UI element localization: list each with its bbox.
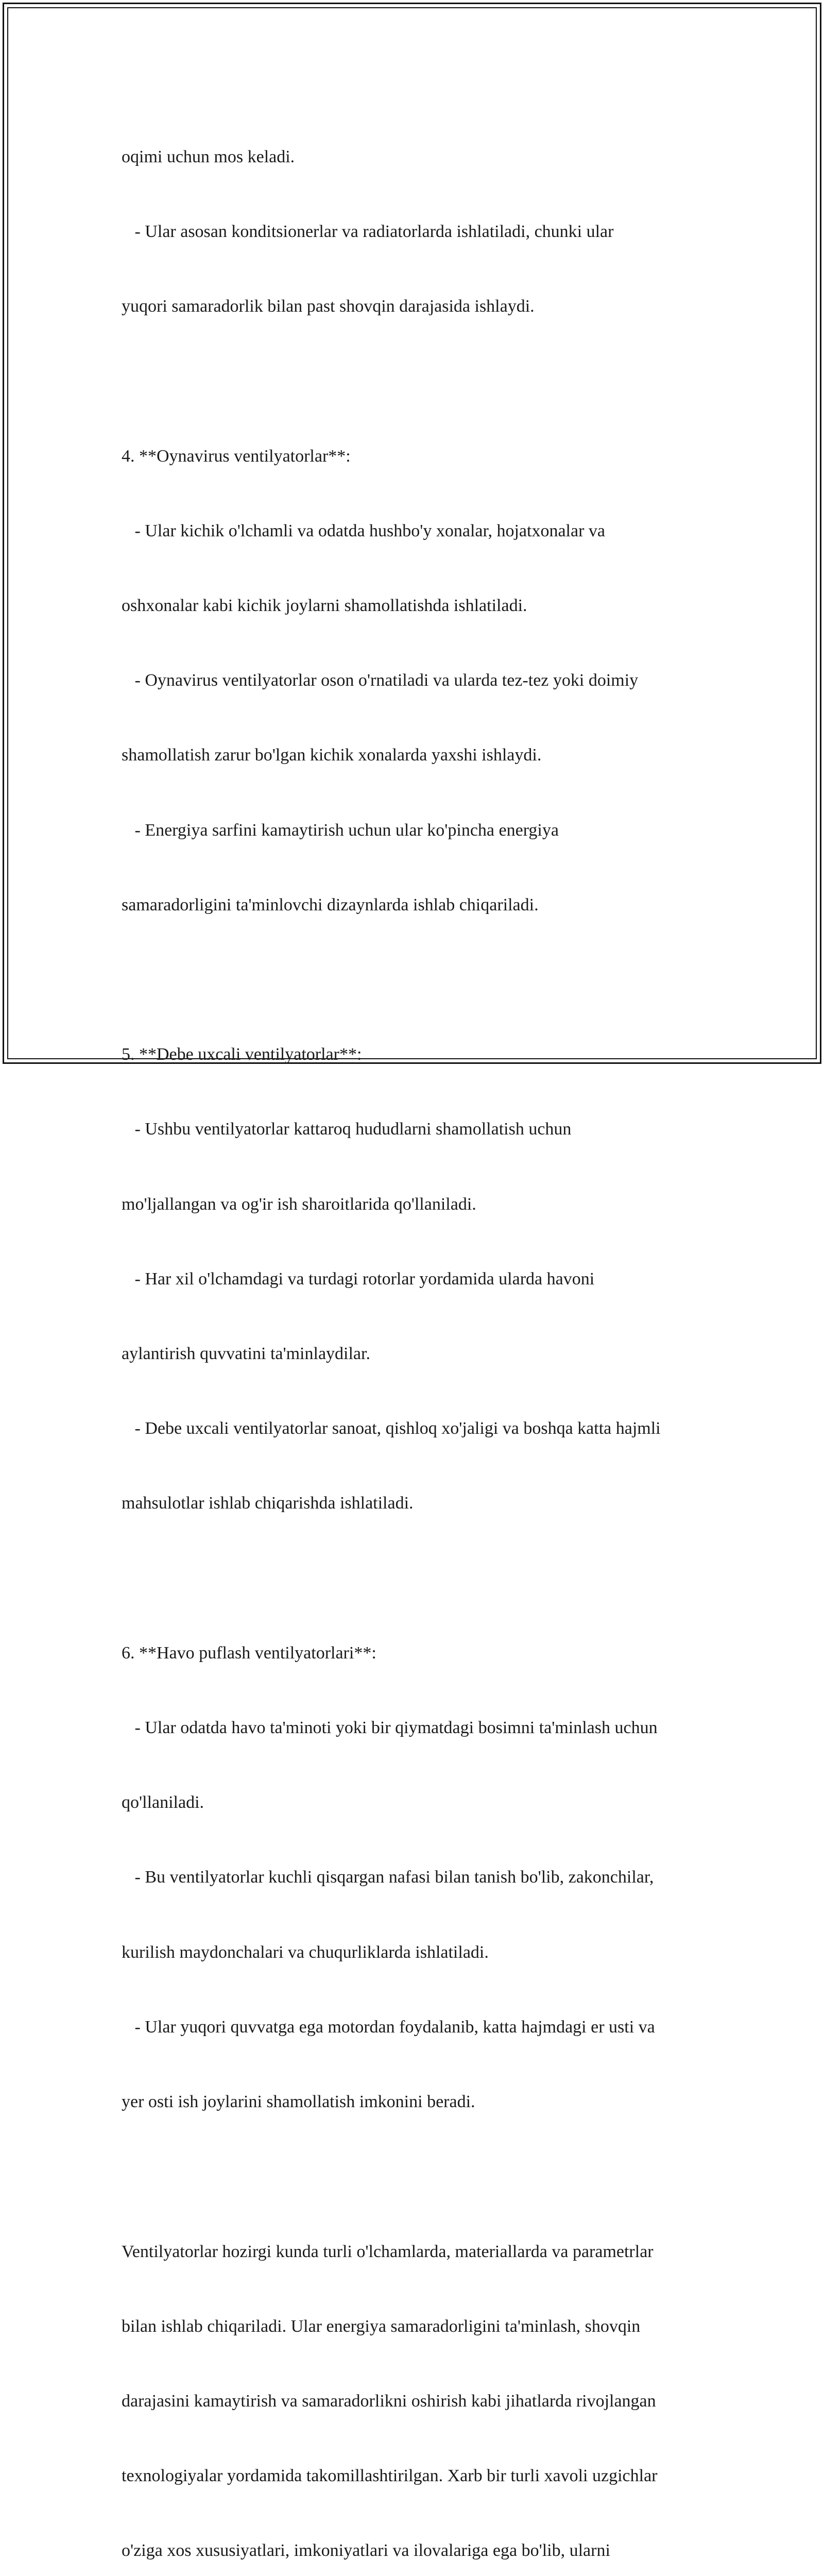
- conclusion-line: bilan ishlab chiqariladi. Ular energiya samaradorligini ta'minlash, shovqin: [122, 2316, 641, 2336]
- text-line: - Oynavirus ventilyatorlar oson o'rnatiladi va ularda tez-tez yoki doimiy: [122, 671, 639, 690]
- blank-line: [122, 1566, 740, 1591]
- text-line: oshxonalar kabi kichik joylarni shamollatishda ishlatiladi.: [122, 596, 527, 616]
- conclusion-line: Ventilyatorlar hozirgi kunda turli o'lchamlarda, materiallarda va parametrlar: [122, 2242, 654, 2261]
- blank-line: [122, 968, 740, 992]
- blank-line: [122, 369, 740, 394]
- text-line: - Ular kichik o'lchamli va odatda hushbo'y xonalar, hojatxonalar va: [122, 521, 606, 540]
- document-text: [122, 95, 740, 2576]
- text-line: samaradorligini ta'minlovchi dizaynlarda ishlab chiqariladi.: [122, 895, 539, 914]
- text-line: qo'llaniladi.: [122, 1793, 204, 1812]
- text-line: - Debe uxcali ventilyatorlar sanoat, qishloq xo'jaligi va boshqa katta hajmli: [122, 1419, 661, 1438]
- text-line: - Energiya sarfini kamaytirish uchun ular ko'pincha energiya: [122, 820, 559, 840]
- text-line: - Ular odatda havo ta'minoti yoki bir qiymatdagi bosimni ta'minlash uchun: [122, 1718, 658, 1738]
- conclusion-line: texnologiyalar yordamida takomillashtirilgan. Xarb bir turli xavoli uzgichlar: [122, 2466, 658, 2486]
- text-line: oqimi uchun mos keladi.: [122, 147, 295, 166]
- section-heading-5: 5. **Debe uxcali ventilyatorlar**:: [122, 1045, 362, 1064]
- text-line: - Bu ventilyatorlar kuchli qisqargan nafasi bilan tanish bo'lib, zakonchilar,: [122, 1868, 654, 1887]
- text-line: shamollatish zarur bo'lgan kichik xonalarda yaxshi ishlaydi.: [122, 745, 542, 765]
- text-line: yer osti ish joylarini shamollatish imkonini beradi.: [122, 2092, 475, 2112]
- section-heading-6: 6. **Havo puflash ventilyatorlari**:: [122, 1643, 376, 1663]
- text-line: - Ular asosan konditsionerlar va radiatorlarda ishlatiladi, chunki ular: [122, 222, 614, 242]
- conclusion-line: darajasini kamaytirish va samaradorlikni oshirish kabi jihatlarda rivojlangan: [122, 2391, 656, 2411]
- text-line: mo'ljallangan va og'ir ish sharoitlarida qo'llaniladi.: [122, 1194, 476, 1214]
- text-line: mahsulotlar ishlab chiqarishda ishlatiladi.: [122, 1494, 414, 1513]
- text-line: - Har xil o'lchamdagi va turdagi rotorlar yordamida ularda havoni: [122, 1269, 595, 1289]
- text-line: - Ushbu ventilyatorlar kattaroq hududlarni shamollatish uchun: [122, 1120, 572, 1139]
- text-line: yuqori samaradorlik bilan past shovqin darajasida ishlaydi.: [122, 297, 535, 316]
- blank-line: [122, 2164, 740, 2189]
- text-line: kurilish maydonchalari va chuqurliklarda ishlatiladi.: [122, 1942, 489, 1962]
- section-heading-4: 4. **Oynavirus ventilyatorlar**:: [122, 446, 351, 466]
- text-line: - Ular yuqori quvvatga ega motordan foydalanib, katta hajmdagi er usti va: [122, 2017, 655, 2037]
- conclusion-line: o'ziga xos xususiyatlari, imkoniyatlari va ilovalariga ega bo'lib, ularni: [122, 2541, 610, 2561]
- text-line: aylantirish quvvatini ta'minlaydilar.: [122, 1344, 370, 1364]
